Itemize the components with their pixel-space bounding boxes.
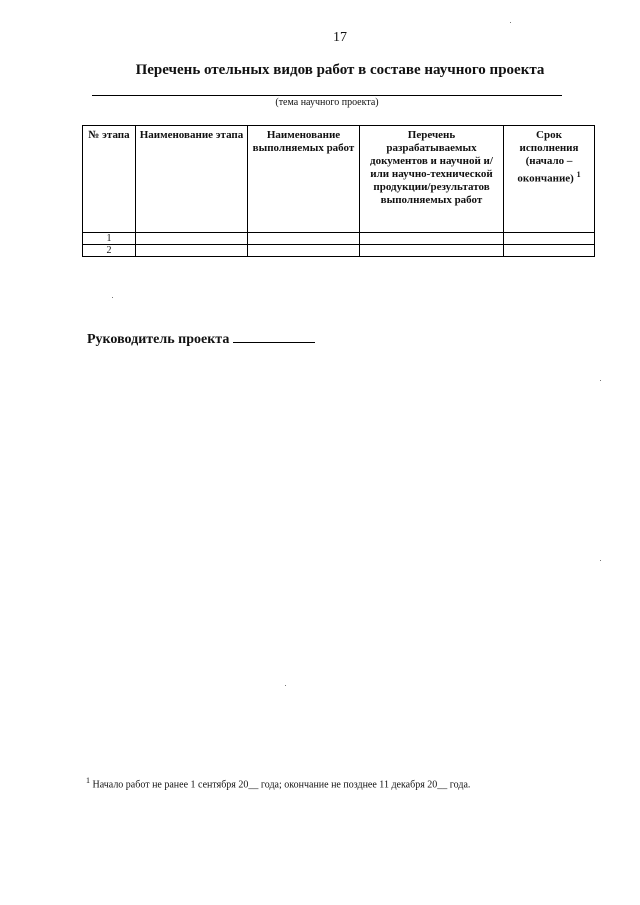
table-row <box>83 233 595 245</box>
empty-cell <box>504 233 595 245</box>
empty-cell <box>136 233 248 245</box>
document-title: Перечень отельных видов работ в составе научного проекта <box>135 62 545 78</box>
signature-blank-line <box>233 330 315 343</box>
header-stage-number: № этапа <box>83 126 136 233</box>
header-deadline-text: Срок исполнения (начало – окончание) <box>517 129 579 185</box>
footnote-mark: 1 <box>86 776 90 785</box>
page-number: 17 <box>333 30 347 45</box>
topic-underline <box>92 95 562 96</box>
footnote <box>86 776 606 790</box>
empty-cell <box>504 245 595 257</box>
empty-cell <box>248 245 360 257</box>
scan-speck <box>285 685 286 686</box>
scan-speck <box>510 22 511 23</box>
empty-cell <box>360 245 504 257</box>
project-leader-signature <box>87 330 315 348</box>
empty-cell <box>360 233 504 245</box>
table-header-row <box>83 126 595 233</box>
empty-cell <box>136 245 248 257</box>
header-documents-list: Перечень разрабатываемых документов и научной и/или научно-технической продукции/результатов выполняемых работ <box>360 126 504 233</box>
footnote-text: Начало работ не ранее 1 сентября 20__ года; окончание не позднее 11 декабря 20__ года. <box>92 779 471 791</box>
scan-speck <box>600 560 601 561</box>
scan-speck <box>112 297 113 298</box>
row-number: 1 <box>83 233 136 245</box>
row-number: 2 <box>83 245 136 257</box>
topic-caption: (тема научного проекта) <box>275 97 379 108</box>
scan-speck <box>600 380 601 381</box>
header-footnote-mark: 1 <box>576 170 581 179</box>
empty-cell <box>248 233 360 245</box>
table-row <box>83 245 595 257</box>
header-work-name: Наименование выполняемых работ <box>248 126 360 233</box>
stages-table <box>82 125 595 257</box>
header-stage-name: Наименование этапа <box>136 126 248 233</box>
header-deadline <box>504 126 595 233</box>
signature-label: Руководитель проекта <box>87 332 230 347</box>
